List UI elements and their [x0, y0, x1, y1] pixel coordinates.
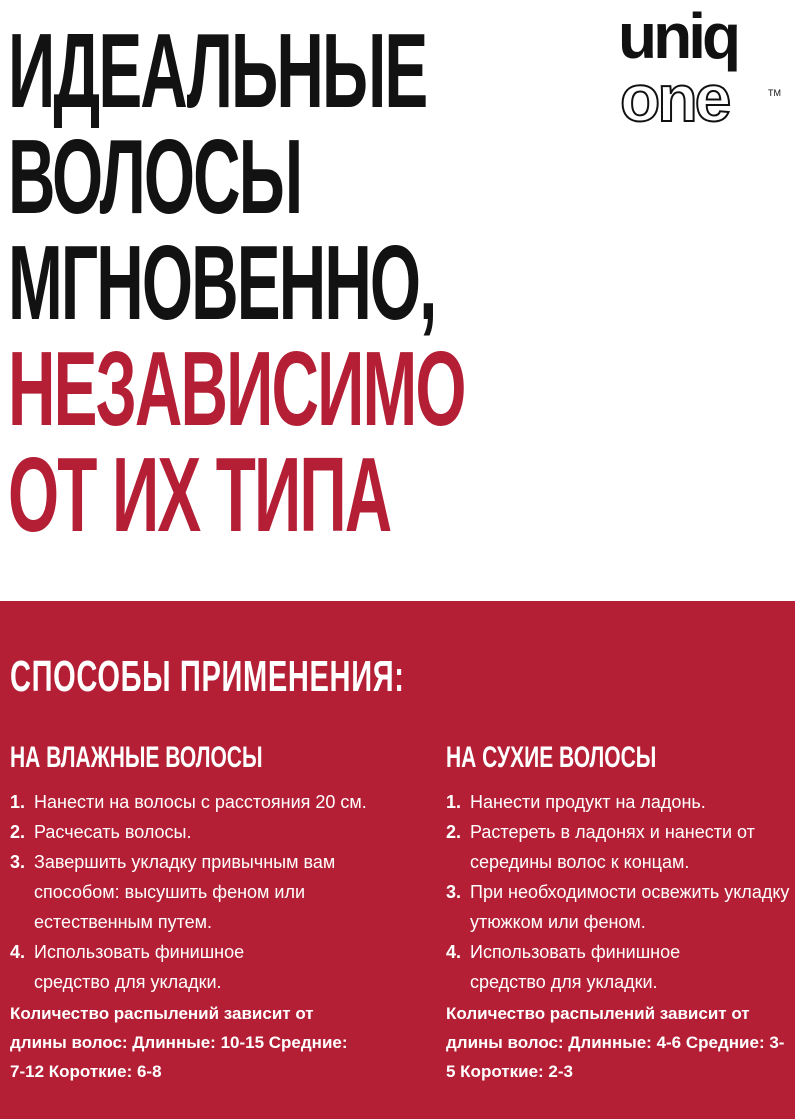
dry-step: [446, 787, 791, 817]
wet-step: [10, 817, 410, 847]
methods-title: СПОСОБЫ ПРИМЕНЕНИЯ:: [10, 652, 405, 701]
step-number: 3.: [10, 852, 26, 872]
step-number: 2.: [446, 822, 462, 842]
wet-step: [10, 937, 410, 997]
brand-logo: [618, 0, 788, 135]
headline-line-2: ВОЛОСЫ: [8, 118, 302, 236]
dry-step: [446, 877, 791, 937]
step-number: 4.: [446, 942, 462, 962]
step-text: Использовать финишное средство для укладки.: [34, 942, 245, 992]
wet-hair-steps: [10, 787, 410, 997]
headline-line-4: НЕЗАВИСИМО: [8, 330, 465, 448]
headline: [8, 12, 568, 554]
dry-hair-steps: [446, 787, 791, 997]
step-number: 3.: [446, 882, 462, 902]
step-text: При необходимости освежить укладку утюжком или феном.: [470, 882, 790, 932]
dry-step: [446, 817, 791, 877]
wet-hair-title: НА ВЛАЖНЫЕ ВОЛОСЫ: [10, 741, 263, 774]
dry-step: [446, 937, 791, 997]
dry-hair-column: [446, 741, 791, 1086]
wet-step: [10, 787, 410, 817]
logo-word-one: one: [620, 61, 729, 135]
step-text: Расчесать волосы.: [34, 822, 192, 842]
step-text: Нанести продукт на ладонь.: [470, 792, 706, 812]
wet-spray-note: Количество распылений зависит от длины волос: Длинные: 10-15 Средние: 7-12 Короткие: 6-8: [10, 1004, 348, 1081]
headline-line-1: ИДЕАЛЬНЫЕ: [8, 12, 427, 130]
logo-word-uniq: uniq: [618, 0, 738, 72]
headline-line-3: МГНОВЕННО,: [8, 224, 436, 342]
wet-step: [10, 847, 410, 937]
wet-hair-column: [10, 741, 410, 1086]
dry-spray-note: Количество распылений зависит от длины волос: Длинные: 4-6 Средние: 3-5 Короткие: 2-3: [446, 1004, 785, 1081]
step-number: 4.: [10, 942, 26, 962]
methods-panel: [0, 601, 795, 1119]
headline-line-5: ОТ ИХ ТИПА: [8, 436, 391, 554]
step-text: Нанести на волосы с расстояния 20 см.: [34, 792, 367, 812]
step-number: 2.: [10, 822, 26, 842]
step-number: 1.: [10, 792, 26, 812]
step-text: Растереть в ладонях и нанести от середины волос к концам.: [470, 822, 755, 872]
logo-trademark: TM: [768, 88, 781, 98]
step-text: Завершить укладку привычным вам способом: высушить феном или естественным путем.: [34, 852, 336, 932]
step-text: Использовать финишное средство для укладки.: [470, 942, 681, 992]
dry-hair-title: НА СУХИЕ ВОЛОСЫ: [446, 741, 657, 774]
step-number: 1.: [446, 792, 462, 812]
